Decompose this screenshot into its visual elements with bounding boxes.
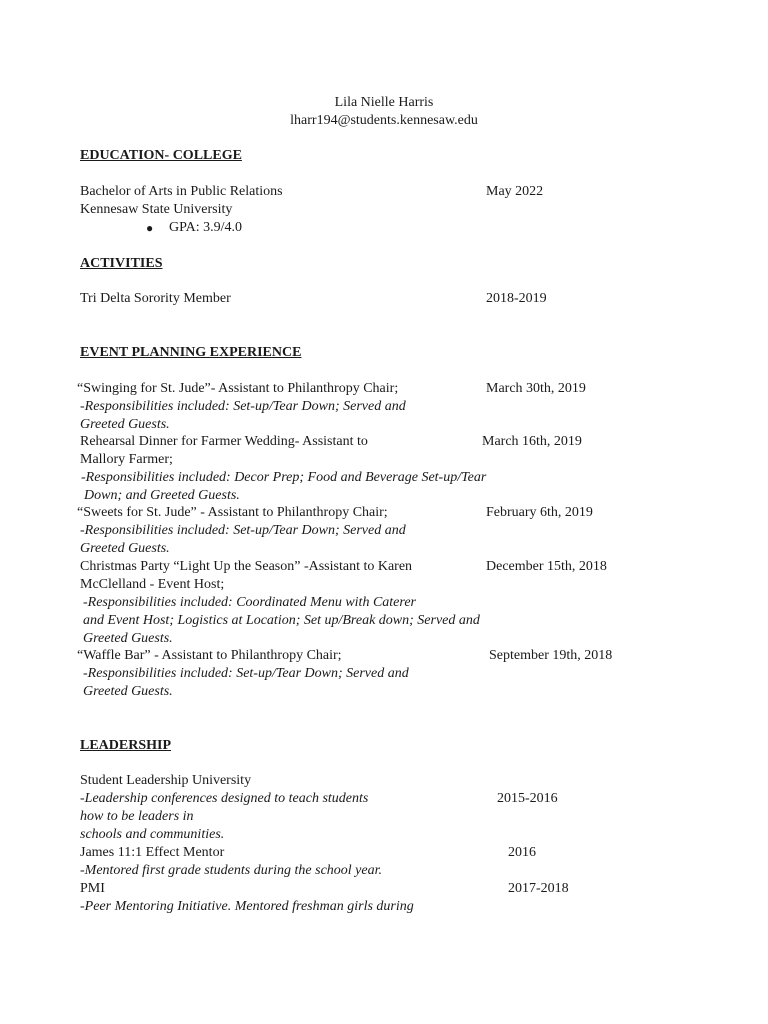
activities-heading: ACTIVITIES — [80, 256, 163, 271]
leadership-heading: LEADERSHIP — [80, 738, 172, 753]
leadership-description: schools and communities. — [80, 827, 225, 842]
event-date: February 6th, 2019 — [486, 505, 593, 520]
event-description: -Responsibilities included: Coordinated Menu with Caterer — [83, 595, 416, 610]
leadership-description: -Peer Mentoring Initiative. Mentored freshman girls during — [80, 899, 414, 914]
event-title: Mallory Farmer; — [80, 452, 173, 467]
leadership-date: 2016 — [508, 845, 536, 860]
bullet-icon: ● — [146, 221, 154, 235]
event-description: Down; and Greeted Guests. — [84, 488, 240, 503]
leadership-title: PMI — [80, 881, 105, 896]
event-description: and Event Host; Logistics at Location; Set up/Break down; Served and — [83, 613, 480, 628]
degree: Bachelor of Arts in Public Relations — [80, 184, 283, 199]
degree-date: May 2022 — [486, 184, 544, 199]
event-description: Greeted Guests. — [83, 631, 173, 646]
applicant-email: lharr194@students.kennesaw.edu — [290, 113, 478, 128]
leadership-description: -Mentored first grade students during the school year. — [80, 863, 383, 878]
events-heading: EVENT PLANNING EXPERIENCE — [80, 345, 302, 360]
education-heading: EDUCATION- COLLEGE — [80, 148, 242, 163]
school: Kennesaw State University — [80, 202, 233, 217]
event-description: -Responsibilities included: Decor Prep; Food and Beverage Set-up/Tear — [81, 470, 487, 485]
event-description: Greeted Guests. — [83, 684, 173, 699]
activity-item: Tri Delta Sorority Member — [80, 291, 231, 306]
leadership-title: Student Leadership University — [80, 773, 252, 788]
event-description: -Responsibilities included: Set-up/Tear Down; Served and — [80, 399, 406, 414]
event-description: -Responsibilities included: Set-up/Tear Down; Served and — [80, 523, 406, 538]
leadership-description: how to be leaders in — [80, 809, 194, 824]
applicant-name: Lila Nielle Harris — [334, 95, 434, 110]
gpa: GPA: 3.9/4.0 — [169, 220, 243, 235]
leadership-description: -Leadership conferences designed to teach students — [80, 791, 369, 806]
leadership-title: James 11:1 Effect Mentor — [80, 845, 225, 860]
event-title: “Sweets for St. Jude” - Assistant to Philanthropy Chair; — [77, 505, 388, 520]
event-title: Christmas Party “Light Up the Season” -Assistant to Karen — [80, 559, 413, 574]
leadership-date: 2017-2018 — [508, 881, 569, 896]
event-description: -Responsibilities included: Set-up/Tear Down; Served and — [83, 666, 409, 681]
event-date: March 16th, 2019 — [482, 434, 582, 449]
event-description: Greeted Guests. — [80, 541, 170, 556]
event-description: Greeted Guests. — [80, 417, 170, 432]
event-title: McClelland - Event Host; — [80, 577, 225, 592]
event-title: “Swinging for St. Jude”- Assistant to Philanthropy Chair; — [77, 381, 399, 396]
event-date: March 30th, 2019 — [486, 381, 586, 396]
event-date: September 19th, 2018 — [489, 648, 613, 663]
leadership-date: 2015-2016 — [497, 791, 558, 806]
event-title: Rehearsal Dinner for Farmer Wedding- Assistant to — [80, 434, 368, 449]
event-title: “Waffle Bar” - Assistant to Philanthropy Chair; — [77, 648, 342, 663]
activity-date: 2018-2019 — [486, 291, 547, 306]
event-date: December 15th, 2018 — [486, 559, 607, 574]
